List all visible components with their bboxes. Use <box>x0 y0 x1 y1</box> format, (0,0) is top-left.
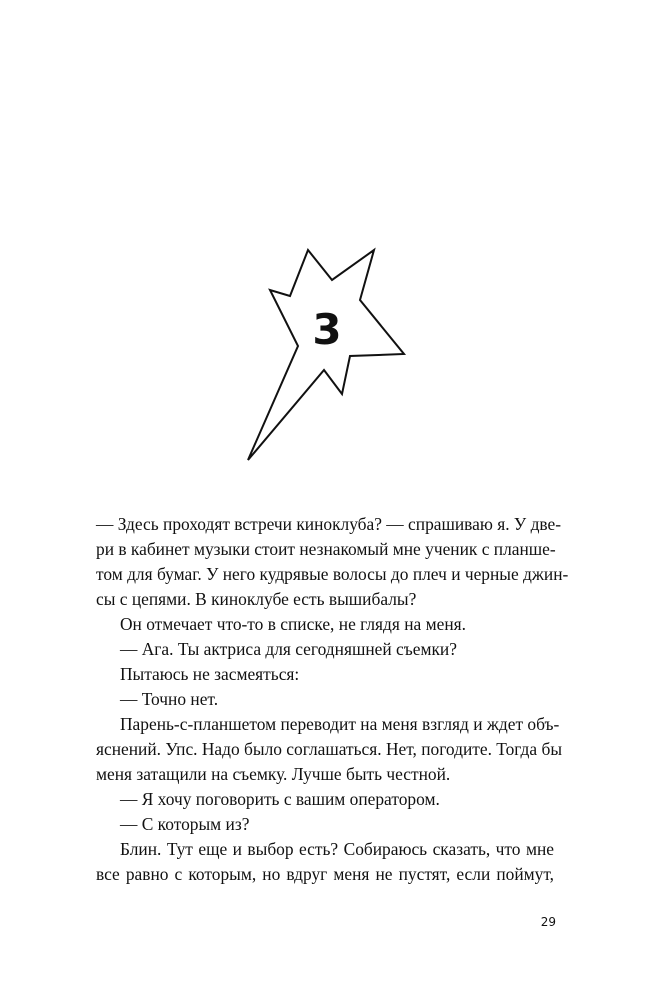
comic-starburst-icon <box>240 244 410 466</box>
chapter-number: 3 <box>312 305 342 354</box>
text-line: — Я хочу поговорить с вашим оператором. <box>120 789 440 809</box>
text-line: ри в кабинет музыки стоит незнакомый мне ученик с планше- <box>96 539 556 559</box>
text-line: Парень-с-планшетом переводит на меня взгляд и ждет объ- <box>120 714 560 734</box>
text-line: том для бумаг. У него кудрявые волосы до плеч и черные джин- <box>96 564 569 584</box>
text-line: — С которым из? <box>120 814 250 834</box>
chapter-heading <box>240 244 410 466</box>
text-line: меня затащили на съемку. Лучше быть честной. <box>96 764 451 784</box>
text-line: Пытаюсь не засмеяться: <box>120 664 300 684</box>
text-line: — Ага. Ты актриса для сегодняшней съемки? <box>120 639 457 659</box>
text-line: — Здесь проходят встречи киноклуба? — спрашиваю я. У две- <box>96 514 562 534</box>
text-line: яснений. Упс. Надо было соглашаться. Нет, погодите. Тогда бы <box>96 739 563 759</box>
page-number: 29 <box>540 915 556 929</box>
text-line: Он отмечает что-то в списке, не глядя на меня. <box>120 614 467 634</box>
text-line: — Точно нет. <box>120 689 219 709</box>
text-line: все равно с которым, но вдруг меня не пустят, если поймут, <box>96 864 554 884</box>
body-text <box>96 512 569 887</box>
text-line: Блин. Тут еще и выбор есть? Собираюсь сказать, что мне <box>120 839 554 859</box>
text-line: сы с цепями. В киноклубе есть вышибалы? <box>96 589 417 609</box>
